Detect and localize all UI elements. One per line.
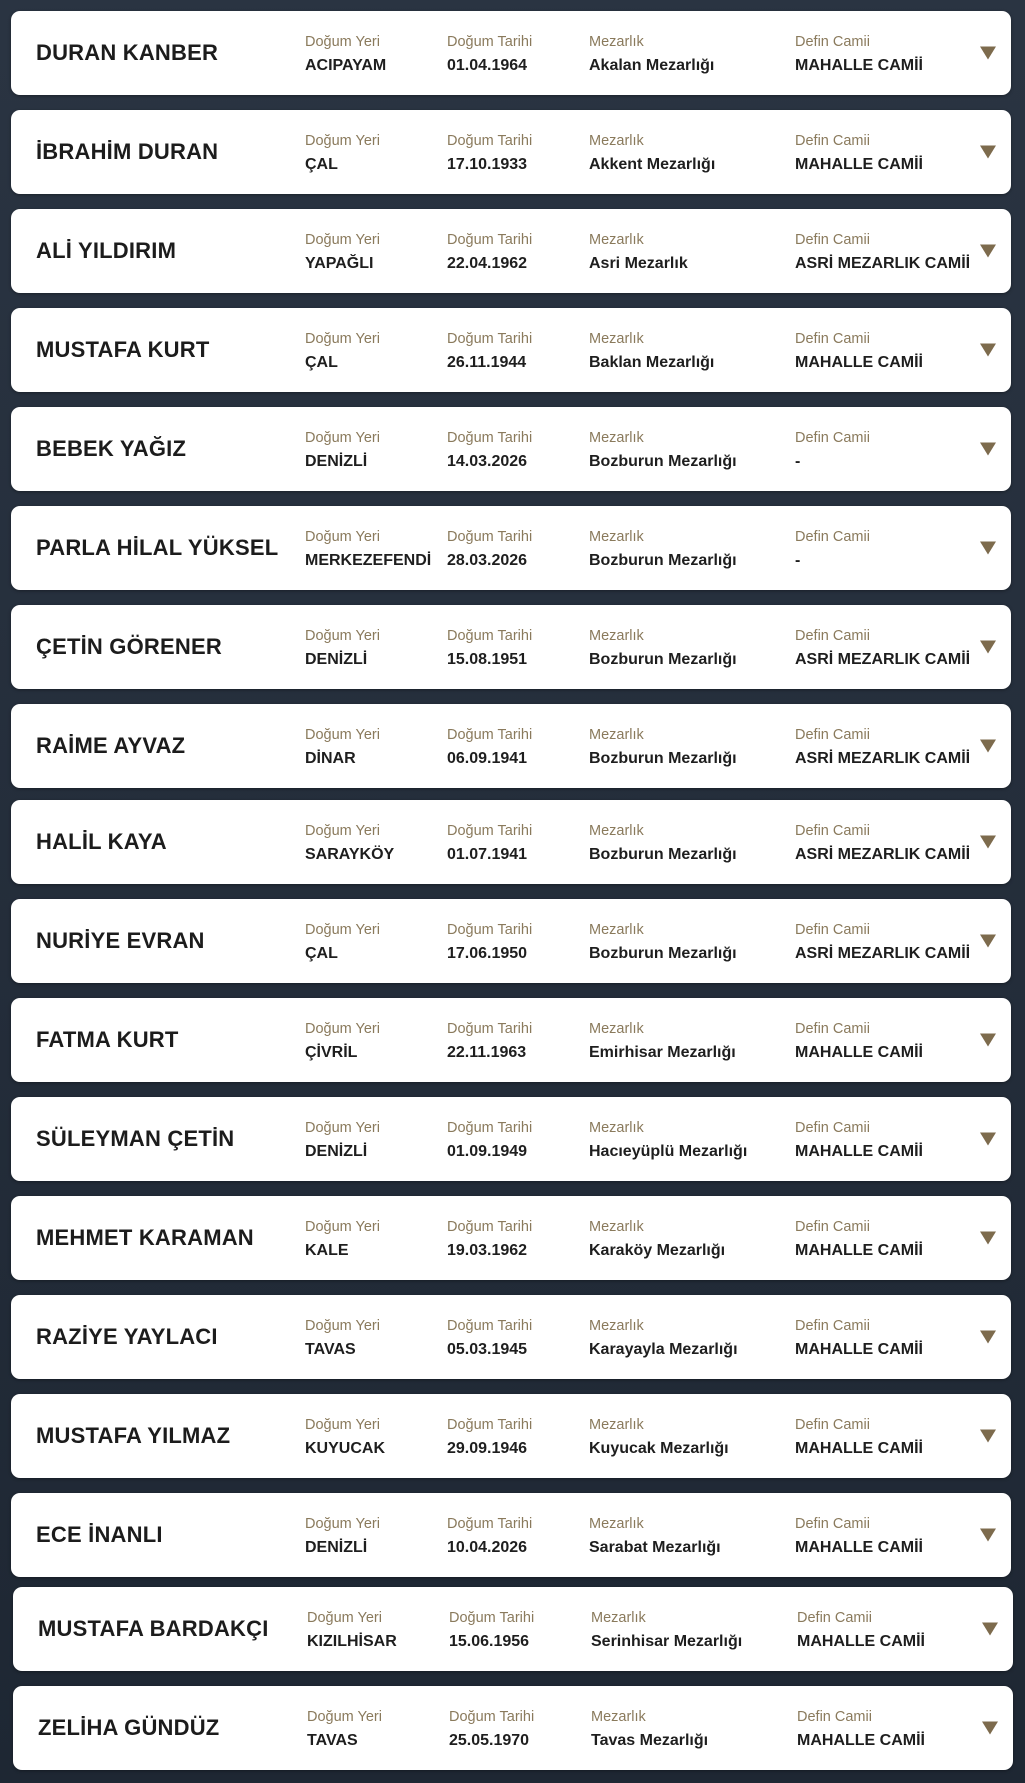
funeral-mosque-field [795, 726, 970, 768]
funeral-mosque-field [795, 1317, 923, 1359]
deceased-name: HALİL KAYA [36, 829, 167, 854]
funeral-mosque-field [795, 1218, 923, 1260]
funeral-mosque-value: ASRİ MEZARLIK CAMİİ [795, 945, 971, 962]
birth-date-label: Doğum Tarihi [447, 1219, 533, 1235]
record-card[interactable] [11, 1196, 1011, 1280]
cemetery-value: Serinhisar Mezarlığı [591, 1633, 743, 1650]
birth-place-field [305, 627, 380, 669]
chevron-down-icon[interactable] [980, 1529, 996, 1542]
funeral-mosque-value: MAHALLE CAMİİ [797, 1732, 925, 1749]
birth-date-value: 14.03.2026 [447, 453, 528, 470]
chevron-down-icon[interactable] [980, 344, 996, 357]
birth-place-label: Doğum Yeri [305, 34, 380, 50]
cemetery-field [589, 33, 714, 75]
cemetery-label: Mezarlık [589, 331, 644, 347]
birth-place-field [305, 1020, 380, 1062]
cemetery-value: Karayayla Mezarlığı [589, 1341, 738, 1358]
chevron-down-icon[interactable] [980, 740, 996, 753]
chevron-down-icon[interactable] [980, 542, 996, 555]
birth-place-label: Doğum Yeri [305, 529, 380, 545]
funeral-mosque-value: MAHALLE CAMİİ [795, 1143, 923, 1160]
cemetery-label: Mezarlık [589, 529, 644, 545]
chevron-down-icon[interactable] [980, 935, 996, 948]
record-card[interactable] [11, 407, 1011, 491]
funeral-mosque-value: - [795, 453, 801, 470]
cemetery-label: Mezarlık [589, 34, 644, 50]
cemetery-label: Mezarlık [589, 232, 644, 248]
birth-date-value: 17.10.1933 [447, 156, 528, 173]
record-card[interactable] [11, 800, 1011, 884]
birth-date-label: Doğum Tarihi [447, 430, 533, 446]
cemetery-field [589, 429, 737, 471]
deceased-name: ALİ YILDIRIM [36, 238, 177, 263]
record-card[interactable] [11, 308, 1011, 392]
birth-place-field [305, 231, 380, 273]
deceased-name: ÇETİN GÖRENER [36, 634, 222, 659]
deceased-name: MUSTAFA KURT [36, 337, 210, 362]
funeral-mosque-field [797, 1609, 925, 1651]
record-card[interactable] [11, 1493, 1011, 1577]
birth-date-label: Doğum Tarihi [447, 529, 533, 545]
funeral-mosque-field [795, 528, 870, 570]
birth-date-value: 01.09.1949 [447, 1143, 528, 1160]
cemetery-field [589, 822, 737, 864]
deceased-name: BEBEK YAĞIZ [36, 436, 187, 461]
birth-place-field [307, 1609, 397, 1651]
birth-place-value: YAPAĞLI [305, 255, 374, 272]
chevron-down-icon[interactable] [980, 1331, 996, 1344]
cemetery-field [589, 1416, 729, 1458]
birth-date-field [447, 1515, 532, 1557]
birth-date-field [447, 231, 532, 273]
funeral-mosque-value: ASRİ MEZARLIK CAMİİ [795, 750, 971, 767]
birth-date-field [447, 33, 532, 75]
cemetery-value: Sarabat Mezarlığı [589, 1539, 721, 1556]
cemetery-field [589, 1020, 736, 1062]
birth-place-field [305, 726, 380, 768]
birth-date-value: 28.03.2026 [447, 552, 528, 569]
funeral-mosque-value: MAHALLE CAMİİ [795, 57, 923, 74]
birth-place-label: Doğum Yeri [305, 1516, 380, 1532]
funeral-mosque-label: Defin Camii [795, 430, 870, 446]
birth-date-value: 26.11.1944 [447, 354, 527, 371]
cemetery-field [589, 1119, 747, 1161]
birth-place-field [305, 330, 380, 372]
cemetery-label: Mezarlık [589, 133, 644, 149]
cemetery-field [589, 627, 737, 669]
funeral-mosque-field [797, 1708, 925, 1750]
cemetery-label: Mezarlık [591, 1610, 646, 1626]
birth-date-label: Doğum Tarihi [447, 1120, 533, 1136]
birth-place-value: DENİZLİ [305, 1143, 368, 1160]
deceased-name: SÜLEYMAN ÇETİN [36, 1126, 235, 1151]
deceased-name: PARLA HİLAL YÜKSEL [36, 535, 279, 560]
cemetery-field [589, 726, 737, 768]
birth-date-field [447, 1416, 532, 1458]
cemetery-value: Bozburun Mezarlığı [589, 945, 737, 962]
deceased-name: MUSTAFA BARDAKÇI [38, 1616, 269, 1641]
birth-date-value: 01.04.1964 [447, 57, 528, 74]
cemetery-field [591, 1609, 742, 1651]
chevron-down-icon[interactable] [980, 146, 996, 159]
deceased-name: ECE İNANLI [36, 1522, 163, 1547]
birth-date-value: 01.07.1941 [447, 846, 528, 863]
deceased-name: FATMA KURT [36, 1027, 179, 1052]
birth-place-value: ACIPAYAM [305, 57, 387, 74]
birth-date-label: Doğum Tarihi [447, 1516, 533, 1532]
birth-place-value: ÇİVRİL [305, 1044, 358, 1061]
funeral-mosque-label: Defin Camii [795, 232, 870, 248]
cemetery-value: Tavas Mezarlığı [591, 1732, 709, 1749]
funeral-mosque-value: MAHALLE CAMİİ [795, 1341, 923, 1358]
cemetery-label: Mezarlık [589, 1219, 644, 1235]
funeral-mosque-label: Defin Camii [797, 1610, 872, 1626]
birth-place-field [307, 1708, 382, 1750]
birth-place-value: SARAYKÖY [305, 846, 395, 863]
cemetery-field [591, 1708, 708, 1750]
funeral-mosque-field [795, 231, 970, 273]
birth-place-label: Doğum Yeri [305, 727, 380, 743]
birth-date-field [447, 1218, 532, 1260]
birth-date-value: 19.03.1962 [447, 1242, 528, 1259]
record-card[interactable] [11, 506, 1011, 590]
birth-date-label: Doğum Tarihi [447, 823, 533, 839]
funeral-mosque-label: Defin Camii [795, 331, 870, 347]
funeral-mosque-label: Defin Camii [797, 1709, 872, 1725]
cemetery-label: Mezarlık [589, 430, 644, 446]
chevron-down-icon[interactable] [980, 1232, 996, 1245]
birth-place-label: Doğum Yeri [305, 1318, 380, 1334]
funeral-mosque-value: MAHALLE CAMİİ [795, 156, 923, 173]
funeral-mosque-value: - [795, 552, 801, 569]
funeral-mosque-label: Defin Camii [795, 1318, 870, 1334]
cemetery-value: Baklan Mezarlığı [589, 354, 715, 371]
chevron-down-icon[interactable] [980, 47, 996, 60]
birth-place-label: Doğum Yeri [307, 1610, 382, 1626]
funeral-mosque-field [795, 132, 923, 174]
funeral-mosque-field [795, 330, 923, 372]
birth-date-value: 22.11.1963 [447, 1044, 527, 1061]
birth-place-value: DİNAR [305, 750, 356, 767]
birth-place-value: KIZILHİSAR [307, 1633, 397, 1650]
birth-place-value: TAVAS [307, 1732, 358, 1749]
birth-date-field [447, 921, 532, 963]
funeral-mosque-value: MAHALLE CAMİİ [795, 354, 923, 371]
birth-place-field [305, 1218, 380, 1260]
cemetery-field [589, 1218, 725, 1260]
cemetery-value: Emirhisar Mezarlığı [589, 1044, 736, 1061]
cemetery-label: Mezarlık [589, 823, 644, 839]
birth-date-field [447, 1317, 532, 1359]
birth-place-field [305, 1416, 385, 1458]
record-card[interactable] [11, 1097, 1011, 1181]
cemetery-value: Bozburun Mezarlığı [589, 651, 737, 668]
birth-date-field [447, 429, 532, 471]
chevron-down-icon[interactable] [980, 443, 996, 456]
cemetery-field [589, 528, 737, 570]
cemetery-value: Bozburun Mezarlığı [589, 846, 737, 863]
birth-place-value: TAVAS [305, 1341, 356, 1358]
cemetery-field [589, 330, 714, 372]
funeral-mosque-field [795, 921, 970, 963]
record-card[interactable] [11, 998, 1011, 1082]
record-card[interactable] [11, 209, 1011, 293]
birth-date-label: Doğum Tarihi [449, 1709, 535, 1725]
birth-place-label: Doğum Yeri [305, 1120, 380, 1136]
birth-place-label: Doğum Yeri [305, 331, 380, 347]
birth-date-field [447, 132, 532, 174]
funeral-mosque-value: ASRİ MEZARLIK CAMİİ [795, 255, 971, 272]
birth-date-label: Doğum Tarihi [447, 1021, 533, 1037]
birth-place-label: Doğum Yeri [305, 1021, 380, 1037]
birth-place-label: Doğum Yeri [305, 232, 380, 248]
deceased-name: MEHMET KARAMAN [36, 1225, 254, 1250]
birth-place-value: MERKEZEFENDİ [305, 552, 432, 569]
birth-date-field [449, 1609, 534, 1651]
funeral-mosque-label: Defin Camii [795, 1516, 870, 1532]
deceased-name: İBRAHİM DURAN [36, 139, 219, 164]
birth-date-label: Doğum Tarihi [447, 133, 533, 149]
birth-date-label: Doğum Tarihi [447, 922, 533, 938]
record-card[interactable] [11, 1394, 1011, 1478]
cemetery-value: Akalan Mezarlığı [589, 57, 715, 74]
birth-place-value: ÇAL [305, 156, 338, 173]
record-card[interactable] [13, 1686, 1013, 1770]
funeral-mosque-field [795, 33, 923, 75]
birth-place-value: DENİZLİ [305, 651, 368, 668]
funeral-mosque-value: MAHALLE CAMİİ [795, 1440, 923, 1457]
cemetery-value: Bozburun Mezarlığı [589, 552, 737, 569]
funeral-mosque-value: MAHALLE CAMİİ [795, 1044, 923, 1061]
birth-date-label: Doğum Tarihi [447, 628, 533, 644]
birth-place-field [305, 921, 380, 963]
funeral-mosque-field [795, 627, 970, 669]
birth-date-field [447, 528, 532, 570]
cemetery-field [589, 231, 688, 273]
birth-place-field [305, 429, 380, 471]
birth-date-value: 15.08.1951 [447, 651, 528, 668]
funeral-mosque-label: Defin Camii [795, 133, 870, 149]
birth-date-label: Doğum Tarihi [447, 331, 533, 347]
deceased-name: MUSTAFA YILMAZ [36, 1423, 231, 1448]
funeral-mosque-value: MAHALLE CAMİİ [795, 1242, 923, 1259]
funeral-mosque-value: MAHALLE CAMİİ [797, 1633, 925, 1650]
birth-date-field [449, 1708, 534, 1750]
chevron-down-icon[interactable] [980, 1133, 996, 1146]
chevron-down-icon[interactable] [980, 1034, 996, 1047]
chevron-down-icon[interactable] [982, 1623, 998, 1636]
birth-place-label: Doğum Yeri [305, 922, 380, 938]
chevron-down-icon[interactable] [980, 836, 996, 849]
birth-date-field [447, 726, 532, 768]
funeral-mosque-label: Defin Camii [795, 1417, 870, 1433]
funeral-mosque-label: Defin Camii [795, 34, 870, 50]
funeral-mosque-label: Defin Camii [795, 529, 870, 545]
birth-date-value: 05.03.1945 [447, 1341, 528, 1358]
cemetery-label: Mezarlık [589, 1318, 644, 1334]
birth-date-label: Doğum Tarihi [447, 727, 533, 743]
funeral-mosque-field [795, 429, 870, 471]
birth-place-value: KALE [305, 1242, 349, 1259]
funeral-mosque-label: Defin Camii [795, 727, 870, 743]
birth-date-label: Doğum Tarihi [447, 232, 533, 248]
birth-date-label: Doğum Tarihi [447, 1318, 533, 1334]
birth-date-field [447, 627, 532, 669]
birth-date-field [447, 1020, 532, 1062]
cemetery-value: Bozburun Mezarlığı [589, 750, 737, 767]
deceased-name: RAZİYE YAYLACI [36, 1324, 218, 1349]
funeral-mosque-label: Defin Camii [795, 1120, 870, 1136]
chevron-down-icon[interactable] [980, 641, 996, 654]
cemetery-value: Karaköy Mezarlığı [589, 1242, 726, 1259]
birth-date-label: Doğum Tarihi [447, 34, 533, 50]
birth-place-label: Doğum Yeri [307, 1709, 382, 1725]
birth-date-field [447, 822, 532, 864]
deceased-name: NURİYE EVRAN [36, 928, 205, 953]
birth-place-field [305, 33, 386, 75]
cemetery-field [589, 132, 715, 174]
birth-place-label: Doğum Yeri [305, 823, 380, 839]
deceased-name: DURAN KANBER [36, 40, 219, 65]
birth-place-field [305, 1119, 380, 1161]
birth-place-value: DENİZLİ [305, 1539, 368, 1556]
birth-place-field [305, 1317, 380, 1359]
birth-date-field [447, 330, 532, 372]
birth-place-field [305, 822, 394, 864]
birth-date-value: 10.04.2026 [447, 1539, 528, 1556]
birth-place-field [305, 528, 431, 570]
cemetery-field [589, 921, 737, 963]
birth-place-label: Doğum Yeri [305, 628, 380, 644]
birth-date-value: 25.05.1970 [449, 1732, 530, 1749]
cemetery-label: Mezarlık [591, 1709, 646, 1725]
cemetery-field [589, 1317, 738, 1359]
funeral-mosque-label: Defin Camii [795, 1021, 870, 1037]
record-card[interactable] [11, 110, 1011, 194]
chevron-down-icon[interactable] [980, 245, 996, 258]
record-card[interactable] [11, 1295, 1011, 1379]
cemetery-value: Asri Mezarlık [589, 255, 688, 272]
birth-place-value: KUYUCAK [305, 1440, 385, 1457]
birth-place-label: Doğum Yeri [305, 133, 380, 149]
birth-date-label: Doğum Tarihi [447, 1417, 533, 1433]
birth-date-label: Doğum Tarihi [449, 1610, 535, 1626]
birth-place-value: ÇAL [305, 354, 338, 371]
cemetery-value: Bozburun Mezarlığı [589, 453, 737, 470]
record-card[interactable] [13, 1587, 1013, 1671]
funeral-mosque-label: Defin Camii [795, 922, 870, 938]
birth-place-field [305, 132, 380, 174]
record-card[interactable] [11, 605, 1011, 689]
birth-date-value: 29.09.1946 [447, 1440, 528, 1457]
cemetery-label: Mezarlık [589, 922, 644, 938]
deceased-name: RAİME AYVAZ [36, 733, 186, 758]
birth-date-value: 17.06.1950 [447, 945, 528, 962]
record-card[interactable] [11, 11, 1011, 95]
birth-date-value: 06.09.1941 [447, 750, 528, 767]
cemetery-label: Mezarlık [589, 628, 644, 644]
cemetery-value: Kuyucak Mezarlığı [589, 1440, 729, 1457]
cemetery-label: Mezarlık [589, 1417, 644, 1433]
birth-date-value: 15.06.1956 [449, 1633, 530, 1650]
birth-place-value: DENİZLİ [305, 453, 368, 470]
birth-place-label: Doğum Yeri [305, 1219, 380, 1235]
birth-place-value: ÇAL [305, 945, 338, 962]
record-card[interactable] [11, 704, 1011, 788]
funeral-mosque-value: ASRİ MEZARLIK CAMİİ [795, 846, 971, 863]
funeral-mosque-field [795, 1515, 923, 1557]
cemetery-value: Akkent Mezarlığı [589, 156, 716, 173]
birth-place-field [305, 1515, 380, 1557]
birth-date-field [447, 1119, 532, 1161]
cemetery-label: Mezarlık [589, 1120, 644, 1136]
cemetery-field [589, 1515, 721, 1557]
funeral-mosque-value: MAHALLE CAMİİ [795, 1539, 923, 1556]
cemetery-label: Mezarlık [589, 1021, 644, 1037]
funeral-mosque-field [795, 1119, 923, 1161]
chevron-down-icon[interactable] [980, 1430, 996, 1443]
funeral-mosque-label: Defin Camii [795, 1219, 870, 1235]
funeral-mosque-label: Defin Camii [795, 823, 870, 839]
funeral-mosque-label: Defin Camii [795, 628, 870, 644]
chevron-down-icon[interactable] [982, 1722, 998, 1735]
birth-place-label: Doğum Yeri [305, 1417, 380, 1433]
birth-date-value: 22.04.1962 [447, 255, 528, 272]
funeral-mosque-field [795, 822, 970, 864]
cemetery-label: Mezarlık [589, 727, 644, 743]
cemetery-label: Mezarlık [589, 1516, 644, 1532]
deceased-name: ZELİHA GÜNDÜZ [38, 1715, 220, 1740]
funeral-mosque-value: ASRİ MEZARLIK CAMİİ [795, 651, 971, 668]
record-card[interactable] [11, 899, 1011, 983]
funeral-mosque-field [795, 1020, 923, 1062]
birth-place-label: Doğum Yeri [305, 430, 380, 446]
cemetery-value: Hacıeyüplü Mezarlığı [589, 1143, 748, 1160]
funeral-mosque-field [795, 1416, 923, 1458]
